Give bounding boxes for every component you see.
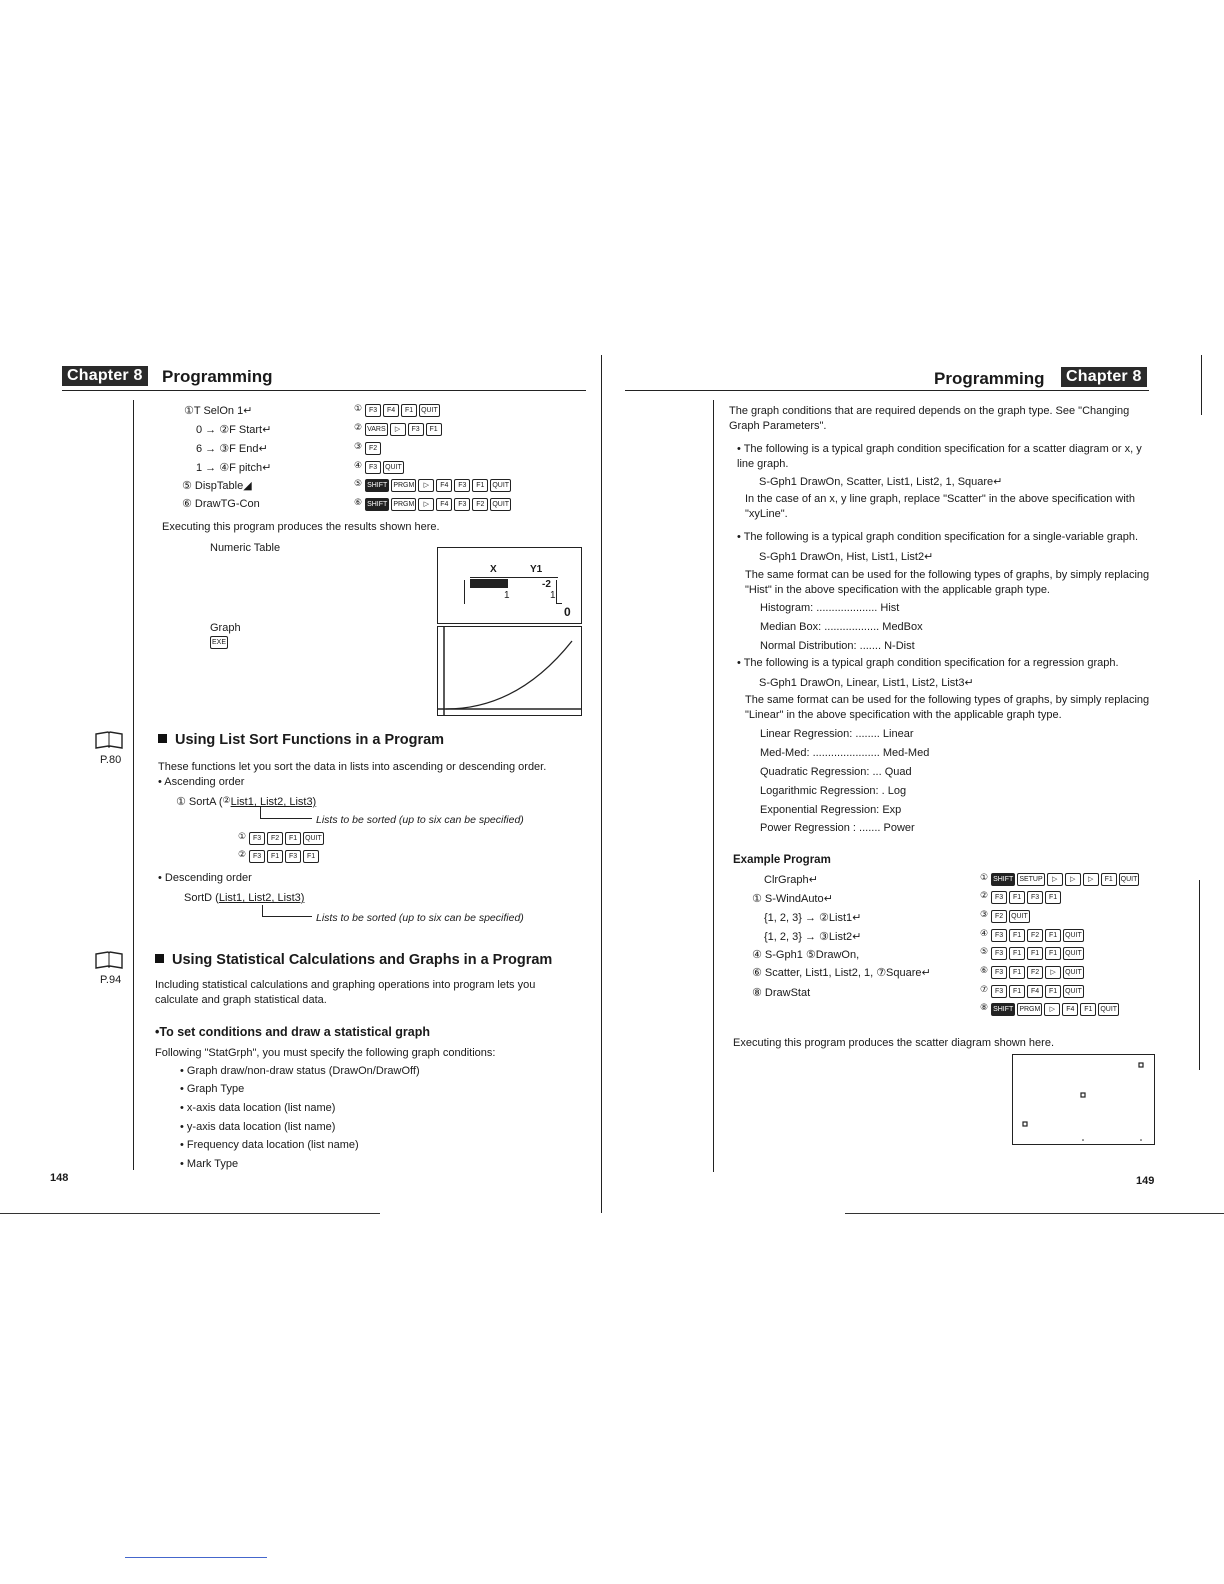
keypad-key: F1 [1009,891,1025,904]
table-col-y: Y1 [530,564,543,575]
keypad-key: F3 [365,461,381,474]
keypad-key: F1 [303,850,319,863]
keypad-key: QUIT [1063,966,1084,979]
keypad-key: F1 [1009,985,1025,998]
list-item: • Graph Type [180,1083,245,1095]
keypad-key: QUIT [383,461,404,474]
table-row-x: 1 [504,590,510,601]
program-line: ⑥ Scatter, List1, List2, 1, ⑦Square↵ [752,967,931,979]
example-heading: Example Program [733,854,831,866]
step-number: ⑤ [354,478,363,488]
keypad-key: F1 [1080,1003,1096,1016]
book-reference-icon [94,730,124,750]
page-number-left: 148 [50,1172,69,1184]
keypad-key: F1 [1045,947,1061,960]
keypad-key: QUIT [1063,947,1084,960]
keypad-key: QUIT [1009,910,1030,923]
spec-line: S-Gph1 DrawOn, Scatter, List1, List2, 1, Square↵ [759,476,1003,488]
keypad-key: QUIT [419,404,440,417]
heading-square-icon [155,954,164,963]
sorta-pointer-line [260,818,312,819]
page-bottom-rule [845,1213,1224,1214]
chapter-tag-left: Chapter 8 [62,366,148,386]
step-number: ③ [980,909,989,919]
keypad-key: QUIT [1119,873,1140,886]
step-number: ① [354,403,363,413]
list-item: Logarithmic Regression: . Log [760,785,907,797]
key-sequence [354,403,442,417]
keypad-key: QUIT [1063,985,1084,998]
chapter-tag-right: Chapter 8 [1061,367,1147,387]
list-item: Normal Distribution: ....... N-Dist [760,640,915,652]
keypad-key: SHIFT [365,498,389,511]
step-number: ③ [354,441,363,451]
keypad-key: F1 [1045,985,1061,998]
bullet-paragraph: • The following is a typical graph condition specification for a single-variable graph. [737,531,1139,543]
numeric-table-screen [437,547,582,624]
keypad-key: SETUP [1017,873,1044,886]
step-number: ① [238,831,247,841]
step-number: ② [354,422,363,432]
sorta-command: ① SortA (②List1, List2, List3) [176,795,317,808]
spec-line: S-Gph1 DrawOn, Linear, List1, List2, List3↵ [759,677,974,689]
keypad-key: F4 [436,498,452,511]
keypad-key: QUIT [303,832,324,845]
keypad-key: F1 [401,404,417,417]
sortd-pointer-stem [262,905,263,916]
list-item: Power Regression : ....... Power [760,822,915,834]
keypad-key: SHIFT [991,873,1015,886]
list-item: Quadratic Regression: ... Quad [760,766,912,778]
keypad-key: F2 [991,910,1007,923]
section-body: These functions let you sort the data in lists into ascending or descending order. [158,761,547,773]
table-bracket-right [556,580,557,604]
keypad-key: PRGM [391,498,416,511]
keypad-key: F2 [267,832,283,845]
scatter-graph [1013,1055,1154,1144]
keypad-key: ▷ [1045,966,1061,979]
sortd-note: Lists to be sorted (up to six can be specified) [316,912,524,924]
step-number: ④ [980,928,989,938]
table-bracket-left [464,580,465,604]
keypad-key: F2 [472,498,488,511]
header-rule-right [625,390,1149,391]
step-number: ⑥ [980,965,989,975]
keypad-key: F4 [383,404,399,417]
keypad-key: F4 [1062,1003,1078,1016]
axis-dot [1140,1139,1142,1141]
scatter-point [1081,1093,1085,1097]
keypad-key: F3 [365,404,381,417]
keypad-key: F4 [1027,985,1043,998]
step-number: ⑦ [980,984,989,994]
keypad-key: F3 [991,985,1007,998]
axis-dot [1082,1139,1084,1141]
scatter-point [1139,1063,1143,1067]
keypad-key: F1 [426,423,442,436]
keypad-key: QUIT [490,479,511,492]
key-sequence [980,965,1086,979]
keypad-key: SHIFT [365,479,389,492]
key-sequence [980,984,1086,998]
keypad-key: F3 [991,929,1007,942]
keypad-key: F1 [267,850,283,863]
list-item: Median Box: .................. MedBox [760,621,923,633]
keypad-key: F2 [365,442,381,455]
keypad-key: ▷ [418,498,434,511]
keypad-key: F2 [1027,966,1043,979]
keypad-key: F1 [472,479,488,492]
footer-rule [125,1557,267,1558]
graph-screen [437,626,582,716]
program-line: ① S-WindAuto↵ [752,893,833,905]
table-col-x: X [490,564,497,575]
curve-line [446,641,572,709]
keypad-key: F2 [1027,929,1043,942]
key-sequence [238,831,326,845]
keypad-key: F3 [285,850,301,863]
program-line: ④ S-Gph1 ⑤DrawOn, [752,949,860,961]
program-line: 6 → ③F End↵ [196,443,268,455]
program-line: ClrGraph↵ [764,874,818,886]
keypad-key: F3 [1027,891,1043,904]
keypad-key: ▷ [1083,873,1099,886]
list-item: • Mark Type [180,1158,239,1170]
scatter-screen [1012,1054,1155,1145]
page-reference[interactable]: P.94 [100,974,122,986]
list-item: Exponential Regression: Exp [760,804,902,816]
keypad-key: F3 [454,479,470,492]
list-item: • Graph draw/non-draw status (DrawOn/DrawOff) [180,1065,420,1077]
graph-key [210,636,230,649]
sortd-pointer-line [262,916,312,917]
keypad-key: ▷ [1047,873,1063,886]
sortd-command: SortD (List1, List2, List3) [184,892,305,904]
keypad-key: F1 [1009,929,1025,942]
page-title-left: Programming [162,367,273,386]
subsection-body: Following "StatGrph", you must specify the following graph conditions: [155,1047,496,1059]
list-item: • y-axis data location (list name) [180,1121,336,1133]
key-sequence [980,946,1086,960]
table-header-rule [470,577,558,578]
edge-rule-right [1201,355,1202,415]
keypad-key: F1 [1101,873,1117,886]
key-sequence [980,928,1086,942]
program-line: ⑤ DispTable◢ [182,480,252,492]
numeric-table-label: Numeric Table [210,542,281,554]
spec-line: S-Gph1 DrawOn, Hist, List1, List2↵ [759,551,934,563]
key-sequence [354,441,383,455]
keypad-key: F1 [1009,947,1025,960]
exec-description: Executing this program produces the scatter diagram shown here. [733,1037,1054,1049]
table-row-y: 1 [550,590,556,601]
keypad-key: ▷ [1044,1003,1060,1016]
list-item: Histogram: .................... Hist [760,602,900,614]
keypad-key: F3 [454,498,470,511]
keypad-key: F3 [991,891,1007,904]
keypad-key: QUIT [1098,1003,1119,1016]
step-number: ② [980,890,989,900]
step-number: ① [980,872,989,882]
key-sequence [354,497,513,511]
ascending-label: • Ascending order [158,776,245,788]
section-heading: Using Statistical Calculations and Graphs in a Program [155,952,552,968]
program-line: ⑧ DrawStat [752,987,811,999]
page-title-right: Programming [934,369,1045,388]
program-line: {1, 2, 3} → ③List2↵ [764,931,862,943]
keypad-key: F3 [991,947,1007,960]
scatter-point [1023,1122,1027,1126]
keypad-key: QUIT [490,498,511,511]
key-sequence [354,460,406,474]
program-line: 1 → ④F pitch↵ [196,462,272,474]
graph-label: Graph [210,622,241,634]
key-sequence [980,909,1032,923]
keypad-key: F1 [1027,947,1043,960]
keypad-key: F3 [249,832,265,845]
sorta-pointer-stem [260,807,261,818]
keypad-key: QUIT [1063,929,1084,942]
note-paragraph: The same format can be used for the following types of graphs, by simply replacing "Linear" in the above specification with the applicable graph type. [745,694,1150,721]
step-number: ⑤ [980,946,989,956]
keypad-key: VARS [365,423,388,436]
program-line: ①T SelOn 1↵ [184,405,253,417]
list-item: Linear Regression: ........ Linear [760,728,914,740]
keypad-key: F3 [249,850,265,863]
descending-label: • Descending order [158,872,252,884]
step-number: ⑧ [980,1002,989,1012]
list-item: • x-axis data location (list name) [180,1102,336,1114]
list-item: Med-Med: ...................... Med-Med [760,747,930,759]
intro-paragraph: The graph conditions that are required depends on the graph type. See "Changing Graph Parameters". [729,405,1130,432]
keypad-key: F1 [1009,966,1025,979]
step-number: ② [238,849,247,859]
keypad-key: EXE [210,636,228,649]
keypad-key: PRGM [1017,1003,1042,1016]
key-sequence [980,872,1141,886]
note-paragraph: The same format can be used for the following types of graphs, by simply replacing "Hist" in the above specification with the applicable graph type. [745,569,1150,596]
keypad-key: F3 [408,423,424,436]
book-reference-icon [94,950,124,970]
keypad-key: F1 [1045,929,1061,942]
keypad-key: PRGM [391,479,416,492]
program-line: {1, 2, 3} → ②List1↵ [764,912,862,924]
page-number-right: 149 [1136,1175,1155,1187]
edge-rule-right-lower [1199,880,1200,1070]
sorta-note: Lists to be sorted (up to six can be specified) [316,814,524,826]
keypad-key: ▷ [1065,873,1081,886]
step-number: ⑥ [354,497,363,507]
table-top-y: -2 [542,579,551,590]
keypad-key: SHIFT [991,1003,1015,1016]
gutter-rule [601,355,602,1213]
margin-rule-right [713,400,714,1172]
key-sequence [354,422,444,436]
keypad-key: ▷ [390,423,406,436]
table-bracket-foot [556,603,562,604]
keypad-key: F1 [285,832,301,845]
keypad-key: F3 [991,966,1007,979]
key-sequence [238,849,321,863]
exec-description: Executing this program produces the results shown here. [162,521,440,533]
keypad-key: ▷ [418,479,434,492]
keypad-key: F4 [436,479,452,492]
list-item: • Frequency data location (list name) [180,1139,359,1151]
bullet-paragraph: • The following is a typical graph condition specification for a scatter diagram or x, y line graph. [737,443,1142,470]
table-corner-value: 0 [564,605,571,619]
subsection-heading: •To set conditions and draw a statistical graph [155,1025,431,1039]
table-cell-highlight [470,579,508,588]
section-heading: Using List Sort Functions in a Program [158,732,444,748]
page-bottom-rule [0,1213,380,1214]
key-sequence [354,478,513,492]
note-paragraph: In the case of an x, y line graph, replace "Scatter" in the above specification with "xyLine". [745,493,1135,520]
bullet-paragraph: • The following is a typical graph condition specification for a regression graph. [737,657,1119,669]
section-body: Including statistical calculations and graphing operations into program lets you calculate and graph statistical data. [155,979,536,1006]
page-reference[interactable]: P.80 [100,754,122,766]
margin-rule-left [133,400,134,1170]
key-sequence [980,1002,1121,1016]
program-line: 0 → ②F Start↵ [196,424,272,436]
step-number: ④ [354,460,363,470]
header-rule-left [62,390,586,391]
curve-graph [438,627,581,715]
key-sequence [980,890,1063,904]
program-line: ⑥ DrawTG-Con [182,498,260,510]
keypad-key: F1 [1045,891,1061,904]
heading-square-icon [158,734,167,743]
